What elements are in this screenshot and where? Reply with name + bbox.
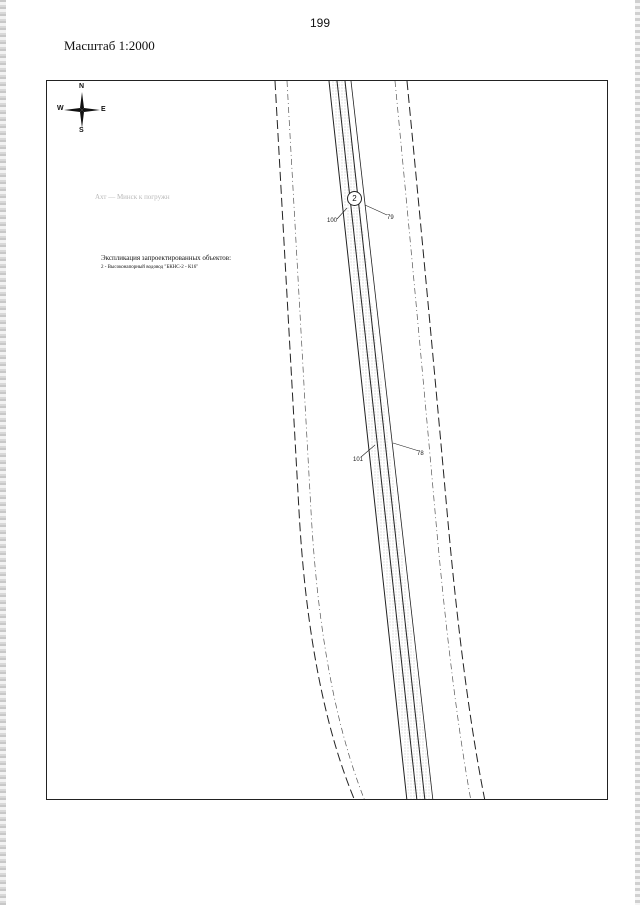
compass-w: W [57, 105, 64, 112]
legend-title: Экспликация запроектированных объектов: [101, 254, 232, 262]
pipeline-line-1 [329, 81, 407, 800]
label-upper-left: 100 [327, 218, 338, 224]
scan-edge-right [635, 0, 640, 905]
label-lower-left: 101 [353, 457, 364, 463]
page-number: 199 [309, 16, 331, 30]
legend-item: 2 - Высоконапорный водовод "БКНС-2 - К16" [101, 265, 199, 270]
map-drawing [47, 81, 608, 800]
compass-n: N [79, 83, 85, 90]
compass-s: S [79, 127, 84, 134]
pipeline-line-3 [345, 81, 425, 800]
object-marker: 2 [347, 191, 362, 206]
label-upper-right: 79 [387, 215, 394, 221]
leader-upper-right [365, 205, 387, 215]
leader-lower-right [393, 443, 419, 451]
scale-label: Масштаб 1:2000 [64, 38, 155, 53]
map-frame [46, 80, 608, 800]
compass-rose [57, 85, 107, 135]
scan-edge-left [0, 0, 6, 905]
legend-faint-label: Ахт — Минск к погружн [95, 193, 170, 201]
pipeline-line-4 [351, 81, 433, 800]
label-lower-right: 78 [417, 451, 424, 457]
compass-e: E [101, 106, 106, 113]
